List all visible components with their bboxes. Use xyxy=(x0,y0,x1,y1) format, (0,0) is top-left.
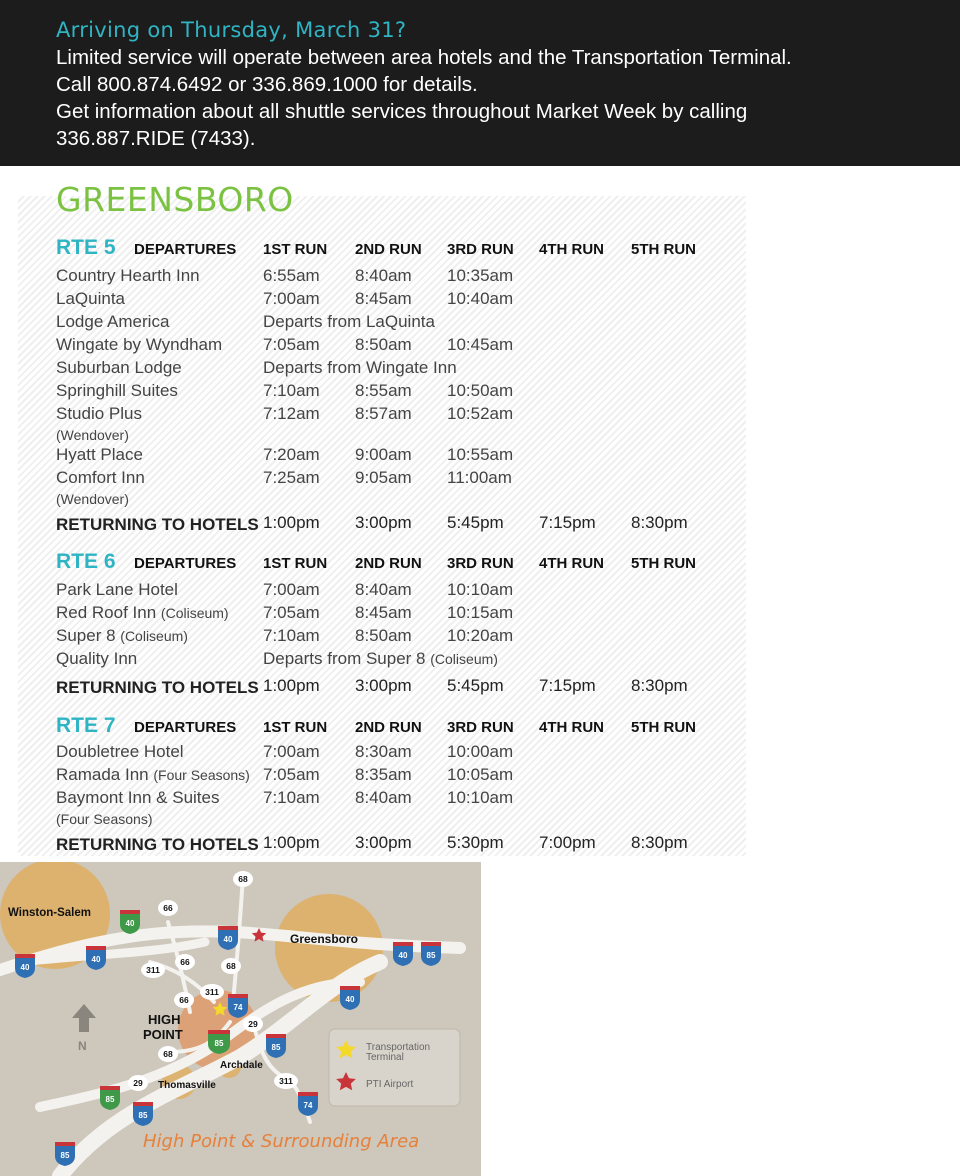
svg-text:68: 68 xyxy=(238,874,248,884)
hotel-name: Studio Plus xyxy=(56,404,142,423)
svg-text:311: 311 xyxy=(205,987,219,997)
returning-row xyxy=(56,513,756,539)
table-row xyxy=(56,312,756,335)
table-row xyxy=(56,603,756,626)
return-time: 1:00pm xyxy=(263,833,320,852)
run-time: 8:50am xyxy=(355,626,412,645)
interstate-shield-icon xyxy=(133,1102,153,1126)
svg-text:40: 40 xyxy=(398,951,408,960)
interstate-shield-icon xyxy=(208,1030,230,1054)
hotel-location: (Coliseum) xyxy=(160,605,229,621)
run-time: 7:20am xyxy=(263,445,320,464)
table-subrow xyxy=(56,491,756,509)
table-row xyxy=(56,381,756,404)
hotel-name: Quality Inn xyxy=(56,649,138,668)
return-time: 8:30pm xyxy=(631,676,688,695)
returning-row xyxy=(56,676,756,702)
hotel-name: Wingate by Wyndham xyxy=(56,335,223,354)
run-time: 7:10am xyxy=(263,381,320,400)
hotel-name: Comfort Inn xyxy=(56,468,145,487)
run-time: 8:45am xyxy=(355,603,412,622)
table-subrow xyxy=(56,811,756,829)
table-row xyxy=(56,358,756,381)
greensboro-label: Greensboro xyxy=(290,932,359,946)
banner-title: Arriving on Thursday, March 31? xyxy=(56,18,407,42)
interstate-shield-icon xyxy=(218,926,238,950)
departures-header: DEPARTURES xyxy=(134,555,237,572)
departure-note: Departs from Super 8 xyxy=(263,649,426,668)
route-shield-icon xyxy=(128,1075,148,1091)
high-point-label-1: HIGH xyxy=(148,1012,181,1027)
returning-label: RETURNING TO HOTELS xyxy=(56,835,259,854)
run-header: 5TH RUN xyxy=(631,719,697,736)
run-time: 7:05am xyxy=(263,765,320,784)
hotel-name: Suburban Lodge xyxy=(56,358,182,377)
route-shield-icon xyxy=(175,954,195,970)
run-time: 8:40am xyxy=(355,266,412,285)
run-header: 1ST RUN xyxy=(263,719,328,736)
route-header xyxy=(56,236,756,266)
svg-text:40: 40 xyxy=(91,955,101,964)
svg-text:66: 66 xyxy=(163,903,173,913)
run-header: 2ND RUN xyxy=(355,555,422,572)
interstate-shield-icon xyxy=(421,942,441,966)
announcement-banner xyxy=(0,0,960,166)
returning-label: RETURNING TO HOTELS xyxy=(56,678,259,697)
departure-note: Departs from LaQuinta xyxy=(263,312,435,331)
interstate-shield-icon xyxy=(100,1086,120,1110)
return-time: 1:00pm xyxy=(263,513,320,532)
svg-text:40: 40 xyxy=(345,995,355,1004)
area-map xyxy=(0,862,481,1176)
svg-text:40: 40 xyxy=(20,963,30,972)
north-label: N xyxy=(78,1039,87,1053)
legend-terminal-label-2: Terminal xyxy=(366,1052,404,1063)
hotel-name-cell xyxy=(56,765,250,785)
route-shield-icon xyxy=(233,871,253,887)
table-row xyxy=(56,335,756,358)
interstate-shield-icon xyxy=(298,1092,318,1116)
run-time: 7:00am xyxy=(263,742,320,761)
run-header: 1ST RUN xyxy=(263,241,328,258)
hotel-location: (Wendover) xyxy=(56,491,129,507)
banner-line: Call 800.874.6492 or 336.869.1000 for details. xyxy=(56,73,478,96)
run-time: 10:05am xyxy=(447,765,514,784)
run-header: 3RD RUN xyxy=(447,719,514,736)
svg-text:40: 40 xyxy=(223,935,233,944)
legend-airport-label: PTI Airport xyxy=(366,1079,414,1090)
winston-salem-label: Winston-Salem xyxy=(8,907,91,919)
run-time: 7:00am xyxy=(263,580,320,599)
run-time: 7:05am xyxy=(263,335,320,354)
hotel-name-cell xyxy=(56,626,188,646)
svg-text:311: 311 xyxy=(146,965,160,975)
map-legend xyxy=(329,1029,460,1106)
svg-text:29: 29 xyxy=(248,1019,258,1029)
run-time: 10:10am xyxy=(447,580,514,599)
return-time: 3:00pm xyxy=(355,676,412,695)
svg-text:85: 85 xyxy=(214,1039,224,1048)
route-header xyxy=(56,550,756,580)
svg-text:85: 85 xyxy=(60,1151,70,1160)
high-point-label-2: POINT xyxy=(143,1027,183,1042)
route-name: RTE 5 xyxy=(56,236,116,259)
hotel-location: (Four Seasons) xyxy=(56,811,153,827)
run-time: 7:00am xyxy=(263,289,320,308)
run-time: 10:55am xyxy=(447,445,514,464)
table-row xyxy=(56,788,756,811)
run-time: 8:40am xyxy=(355,580,412,599)
svg-text:66: 66 xyxy=(179,995,189,1005)
hotel-name: Springhill Suites xyxy=(56,381,178,400)
svg-text:85: 85 xyxy=(271,1043,281,1052)
returning-label: RETURNING TO HOTELS xyxy=(56,515,259,534)
run-time: 7:05am xyxy=(263,603,320,622)
run-time: 10:20am xyxy=(447,626,514,645)
run-header: 4TH RUN xyxy=(539,241,605,258)
table-subrow xyxy=(56,427,756,445)
run-time: 9:05am xyxy=(355,468,412,487)
hotel-name: Red Roof Inn xyxy=(56,603,157,622)
route-shield-icon xyxy=(158,1046,178,1062)
departure-note-cell xyxy=(263,649,498,669)
run-header: 2ND RUN xyxy=(355,241,422,258)
run-time: 9:00am xyxy=(355,445,412,464)
returning-row xyxy=(56,833,756,859)
hotel-name: Doubletree Hotel xyxy=(56,742,184,761)
svg-text:74: 74 xyxy=(233,1003,243,1012)
run-header: 1ST RUN xyxy=(263,555,328,572)
return-time: 7:00pm xyxy=(539,833,596,852)
table-row xyxy=(56,580,756,603)
route-5-table xyxy=(56,236,756,539)
svg-text:85: 85 xyxy=(138,1111,148,1120)
archdale-label: Archdale xyxy=(220,1060,263,1071)
route-shield-icon xyxy=(243,1016,263,1032)
route-header xyxy=(56,714,756,742)
legend-terminal-label-1: Transportation xyxy=(366,1042,431,1053)
table-row xyxy=(56,289,756,312)
hotel-location: (Coliseum) xyxy=(120,628,188,644)
run-time: 10:00am xyxy=(447,742,514,761)
hotel-name: Park Lane Hotel xyxy=(56,580,178,599)
hotel-name: Country Hearth Inn xyxy=(56,266,200,285)
city-heading: GREENSBORO xyxy=(56,180,294,219)
route-name: RTE 6 xyxy=(56,550,116,573)
run-time: 7:10am xyxy=(263,626,320,645)
hotel-location: (Wendover) xyxy=(56,427,129,443)
table-row xyxy=(56,742,756,765)
interstate-shield-icon xyxy=(393,942,413,966)
hotel-location: (Four Seasons) xyxy=(153,767,250,783)
hotel-name: Hyatt Place xyxy=(56,445,143,464)
svg-text:66: 66 xyxy=(180,957,190,967)
run-time: 10:45am xyxy=(447,335,514,354)
route-shield-icon xyxy=(274,1073,298,1089)
run-time: 8:40am xyxy=(355,788,412,807)
route-shield-icon xyxy=(158,900,178,916)
table-row xyxy=(56,765,756,788)
run-header: 4TH RUN xyxy=(539,555,605,572)
table-row xyxy=(56,626,756,649)
run-time: 7:25am xyxy=(263,468,320,487)
banner-line: Limited service will operate between area hotels and the Transportation Terminal. xyxy=(56,46,792,69)
route-7-table xyxy=(56,714,756,859)
svg-text:29: 29 xyxy=(133,1078,143,1088)
return-time: 1:00pm xyxy=(263,676,320,695)
return-time: 8:30pm xyxy=(631,833,688,852)
run-time: 10:15am xyxy=(447,603,514,622)
hotel-name: Lodge America xyxy=(56,312,170,331)
table-row xyxy=(56,468,756,491)
run-time: 8:30am xyxy=(355,742,412,761)
run-time: 8:50am xyxy=(355,335,412,354)
run-header: 2ND RUN xyxy=(355,719,422,736)
run-header: 3RD RUN xyxy=(447,555,514,572)
run-time: 8:57am xyxy=(355,404,412,423)
hotel-name: Super 8 xyxy=(56,626,116,645)
route-shield-icon xyxy=(221,958,241,974)
run-time: 6:55am xyxy=(263,266,320,285)
return-time: 5:30pm xyxy=(447,833,504,852)
run-time: 10:40am xyxy=(447,289,514,308)
route-shield-icon xyxy=(174,992,194,1008)
run-time: 8:55am xyxy=(355,381,412,400)
run-header: 5TH RUN xyxy=(631,555,697,572)
svg-text:68: 68 xyxy=(163,1049,173,1059)
svg-text:85: 85 xyxy=(105,1095,115,1104)
area-map-graphic xyxy=(0,862,481,1176)
return-time: 5:45pm xyxy=(447,513,504,532)
return-time: 7:15pm xyxy=(539,676,596,695)
interstate-shield-icon xyxy=(266,1034,286,1058)
run-time: 10:10am xyxy=(447,788,514,807)
run-time: 7:12am xyxy=(263,404,320,423)
svg-text:68: 68 xyxy=(226,961,236,971)
route-shield-icon xyxy=(141,962,165,978)
interstate-shield-icon xyxy=(228,994,248,1018)
run-header: 3RD RUN xyxy=(447,241,514,258)
route-name: RTE 7 xyxy=(56,714,116,737)
route-shield-icon xyxy=(200,984,224,1000)
departure-note-location: (Coliseum) xyxy=(430,651,498,667)
interstate-shield-icon xyxy=(340,986,360,1010)
run-header: 4TH RUN xyxy=(539,719,605,736)
return-time: 3:00pm xyxy=(355,833,412,852)
table-row xyxy=(56,266,756,289)
return-time: 3:00pm xyxy=(355,513,412,532)
return-time: 8:30pm xyxy=(631,513,688,532)
banner-line: 336.887.RIDE (7433). xyxy=(56,127,256,150)
interstate-shield-icon xyxy=(120,910,140,934)
interstate-shield-icon xyxy=(86,946,106,970)
map-title: High Point & Surrounding Area xyxy=(143,1131,420,1152)
table-row xyxy=(56,649,756,672)
thomasville-label: Thomasville xyxy=(158,1080,216,1091)
hotel-name: Ramada Inn xyxy=(56,765,149,784)
table-row xyxy=(56,404,756,427)
hotel-name-cell xyxy=(56,603,229,623)
run-time: 10:52am xyxy=(447,404,514,423)
run-time: 11:00am xyxy=(447,468,512,487)
svg-text:40: 40 xyxy=(125,919,135,928)
return-time: 7:15pm xyxy=(539,513,596,532)
route-6-table xyxy=(56,550,756,702)
run-time: 8:45am xyxy=(355,289,412,308)
interstate-shield-icon xyxy=(55,1142,75,1166)
departures-header: DEPARTURES xyxy=(134,241,237,258)
table-row xyxy=(56,445,756,468)
departures-header: DEPARTURES xyxy=(134,719,237,736)
departure-note: Departs from Wingate Inn xyxy=(263,358,457,377)
hotel-name: LaQuinta xyxy=(56,289,125,308)
run-time: 10:50am xyxy=(447,381,514,400)
interstate-shield-icon xyxy=(15,954,35,978)
svg-text:74: 74 xyxy=(303,1101,313,1110)
run-time: 10:35am xyxy=(447,266,514,285)
return-time: 5:45pm xyxy=(447,676,504,695)
svg-text:311: 311 xyxy=(279,1076,293,1086)
svg-text:85: 85 xyxy=(426,951,436,960)
hotel-name: Baymont Inn & Suites xyxy=(56,788,220,807)
run-header: 5TH RUN xyxy=(631,241,697,258)
banner-line: Get information about all shuttle services throughout Market Week by calling xyxy=(56,100,748,123)
run-time: 7:10am xyxy=(263,788,320,807)
run-time: 8:35am xyxy=(355,765,412,784)
